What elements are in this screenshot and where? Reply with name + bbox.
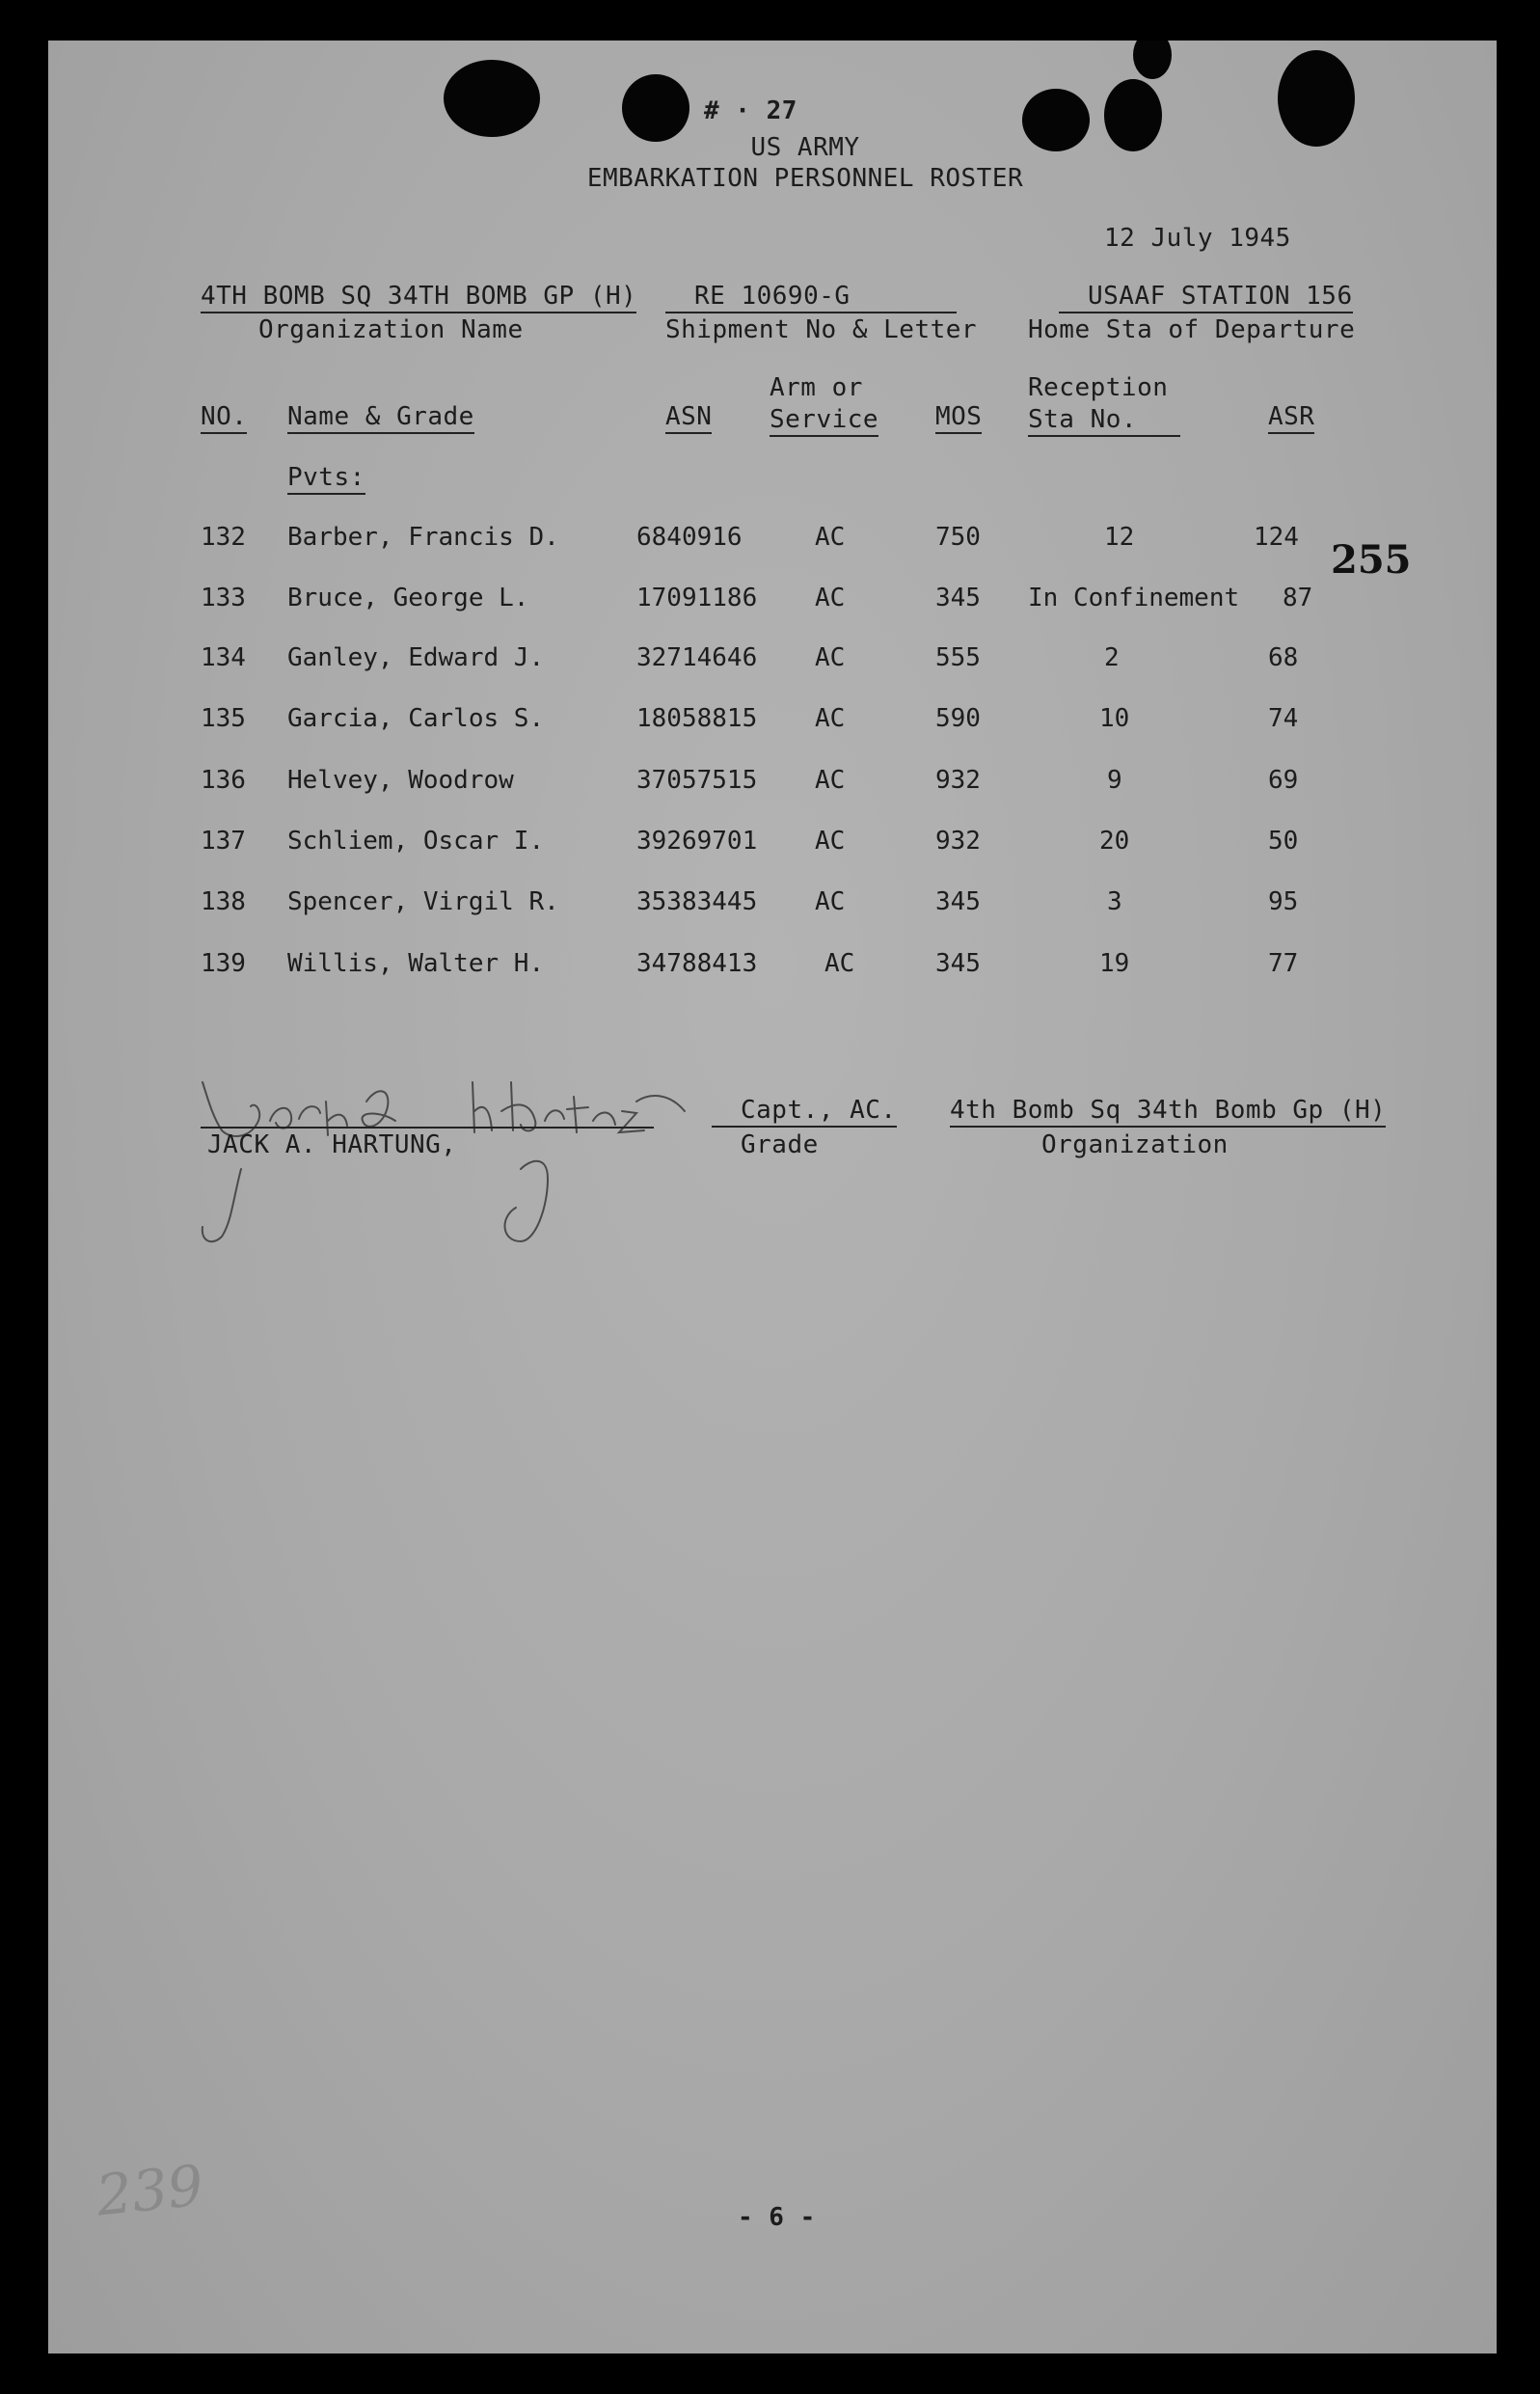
row-139-no: 139 xyxy=(201,949,246,978)
row-138-mos: 345 xyxy=(935,887,981,916)
row-137-mos: 932 xyxy=(935,827,981,856)
row-139-reception: 19 xyxy=(1099,949,1130,978)
typed-signer-name: JACK A. HARTUNG, xyxy=(207,1130,457,1159)
row-136-reception: 9 xyxy=(1107,766,1122,795)
col-reception-line1: Reception xyxy=(1028,373,1169,402)
shipment-number: RE 10690-G xyxy=(665,282,957,313)
pencil-number: 239 xyxy=(93,2152,206,2229)
row-135-arm: AC xyxy=(815,704,846,733)
row-135-asn: 18058815 xyxy=(636,704,758,733)
row-137-arm: AC xyxy=(815,827,846,856)
row-134-mos: 555 xyxy=(935,643,981,672)
row-139-name: Willis, Walter H. xyxy=(287,949,545,978)
row-133-mos: 345 xyxy=(935,584,981,612)
row-137-name: Schliem, Oscar I. xyxy=(287,827,545,856)
row-132-arm: AC xyxy=(815,523,846,552)
row-134-arm: AC xyxy=(815,643,846,672)
row-133-reception: In Confinement xyxy=(1028,584,1240,612)
row-132-asn: 6840916 xyxy=(636,523,743,552)
row-139-arm: AC xyxy=(824,949,855,978)
roster-page xyxy=(48,41,1497,2353)
row-133-arm: AC xyxy=(815,584,846,612)
grade-heading: Pvts: xyxy=(287,463,365,495)
row-137-no: 137 xyxy=(201,827,246,856)
row-136-arm: AC xyxy=(815,766,846,795)
row-136-asr: 69 xyxy=(1268,766,1299,795)
row-135-no: 135 xyxy=(201,704,246,733)
row-132-no: 132 xyxy=(201,523,246,552)
grade-value: Capt., AC. xyxy=(712,1096,897,1128)
home-station: USAAF STATION 156 xyxy=(1059,282,1353,313)
document-subtitle: EMBARKATION PERSONNEL ROSTER xyxy=(586,164,1024,193)
row-133-asn: 17091186 xyxy=(636,584,758,612)
row-133-asr: 87 xyxy=(1283,584,1313,612)
row-138-reception: 3 xyxy=(1107,887,1122,916)
row-138-asr: 95 xyxy=(1268,887,1299,916)
row-132-mos: 750 xyxy=(935,523,981,552)
row-139-mos: 345 xyxy=(935,949,981,978)
punch-hole xyxy=(1022,89,1090,151)
row-134-asn: 32714646 xyxy=(636,643,758,672)
row-134-no: 134 xyxy=(201,643,246,672)
col-asr: ASR xyxy=(1268,402,1314,434)
row-134-name: Ganley, Edward J. xyxy=(287,643,545,672)
punch-hole xyxy=(444,60,540,137)
row-136-mos: 932 xyxy=(935,766,981,795)
grade-label: Grade xyxy=(741,1130,819,1159)
signature-line xyxy=(201,1127,654,1129)
row-138-no: 138 xyxy=(201,887,246,916)
punch-hole xyxy=(1278,50,1355,147)
row-138-name: Spencer, Virgil R. xyxy=(287,887,559,916)
row-135-asr: 74 xyxy=(1268,704,1299,733)
row-137-asn: 39269701 xyxy=(636,827,758,856)
shipment-number-label: Shipment No & Letter xyxy=(665,315,978,344)
stamp-number: 255 xyxy=(1331,537,1412,583)
col-no: NO. xyxy=(201,402,247,434)
row-138-asn: 35383445 xyxy=(636,887,758,916)
row-133-name: Bruce, George L. xyxy=(287,584,529,612)
row-132-name: Barber, Francis D. xyxy=(287,523,559,552)
row-134-asr: 68 xyxy=(1268,643,1299,672)
col-mos: MOS xyxy=(935,402,982,434)
row-136-name: Helvey, Woodrow xyxy=(287,766,514,795)
row-134-reception: 2 xyxy=(1104,643,1120,672)
document-title: US ARMY xyxy=(750,133,860,162)
col-arm-line2: Service xyxy=(770,405,878,437)
home-station-label: Home Sta of Departure xyxy=(1028,315,1356,344)
row-139-asr: 77 xyxy=(1268,949,1299,978)
row-132-reception: 12 xyxy=(1104,523,1135,552)
signer-organization-label: Organization xyxy=(1041,1130,1229,1159)
row-132-asr: 124 xyxy=(1254,523,1299,552)
col-asn: ASN xyxy=(665,402,712,434)
punch-hole xyxy=(622,74,689,142)
row-137-asr: 50 xyxy=(1268,827,1299,856)
signer-organization: 4th Bomb Sq 34th Bomb Gp (H) xyxy=(950,1096,1386,1128)
col-arm-line1: Arm or xyxy=(770,373,863,402)
page-number: - 6 - xyxy=(738,2203,816,2232)
row-135-mos: 590 xyxy=(935,704,981,733)
organization-name-label: Organization Name xyxy=(258,315,524,344)
punch-hole xyxy=(1133,41,1172,79)
roster-date: 12 July 1945 xyxy=(1104,224,1291,253)
row-135-reception: 10 xyxy=(1099,704,1130,733)
row-139-asn: 34788413 xyxy=(636,949,758,978)
col-reception-line2: Sta No. xyxy=(1028,405,1180,437)
row-133-no: 133 xyxy=(201,584,246,612)
row-138-arm: AC xyxy=(815,887,846,916)
row-135-name: Garcia, Carlos S. xyxy=(287,704,545,733)
col-name: Name & Grade xyxy=(287,402,474,434)
punch-hole xyxy=(1104,79,1162,151)
organization-name: 4TH BOMB SQ 34TH BOMB GP (H) xyxy=(201,282,636,313)
row-136-no: 136 xyxy=(201,766,246,795)
row-136-asn: 37057515 xyxy=(636,766,758,795)
top-marks: # · 27 xyxy=(704,96,797,125)
row-137-reception: 20 xyxy=(1099,827,1130,856)
